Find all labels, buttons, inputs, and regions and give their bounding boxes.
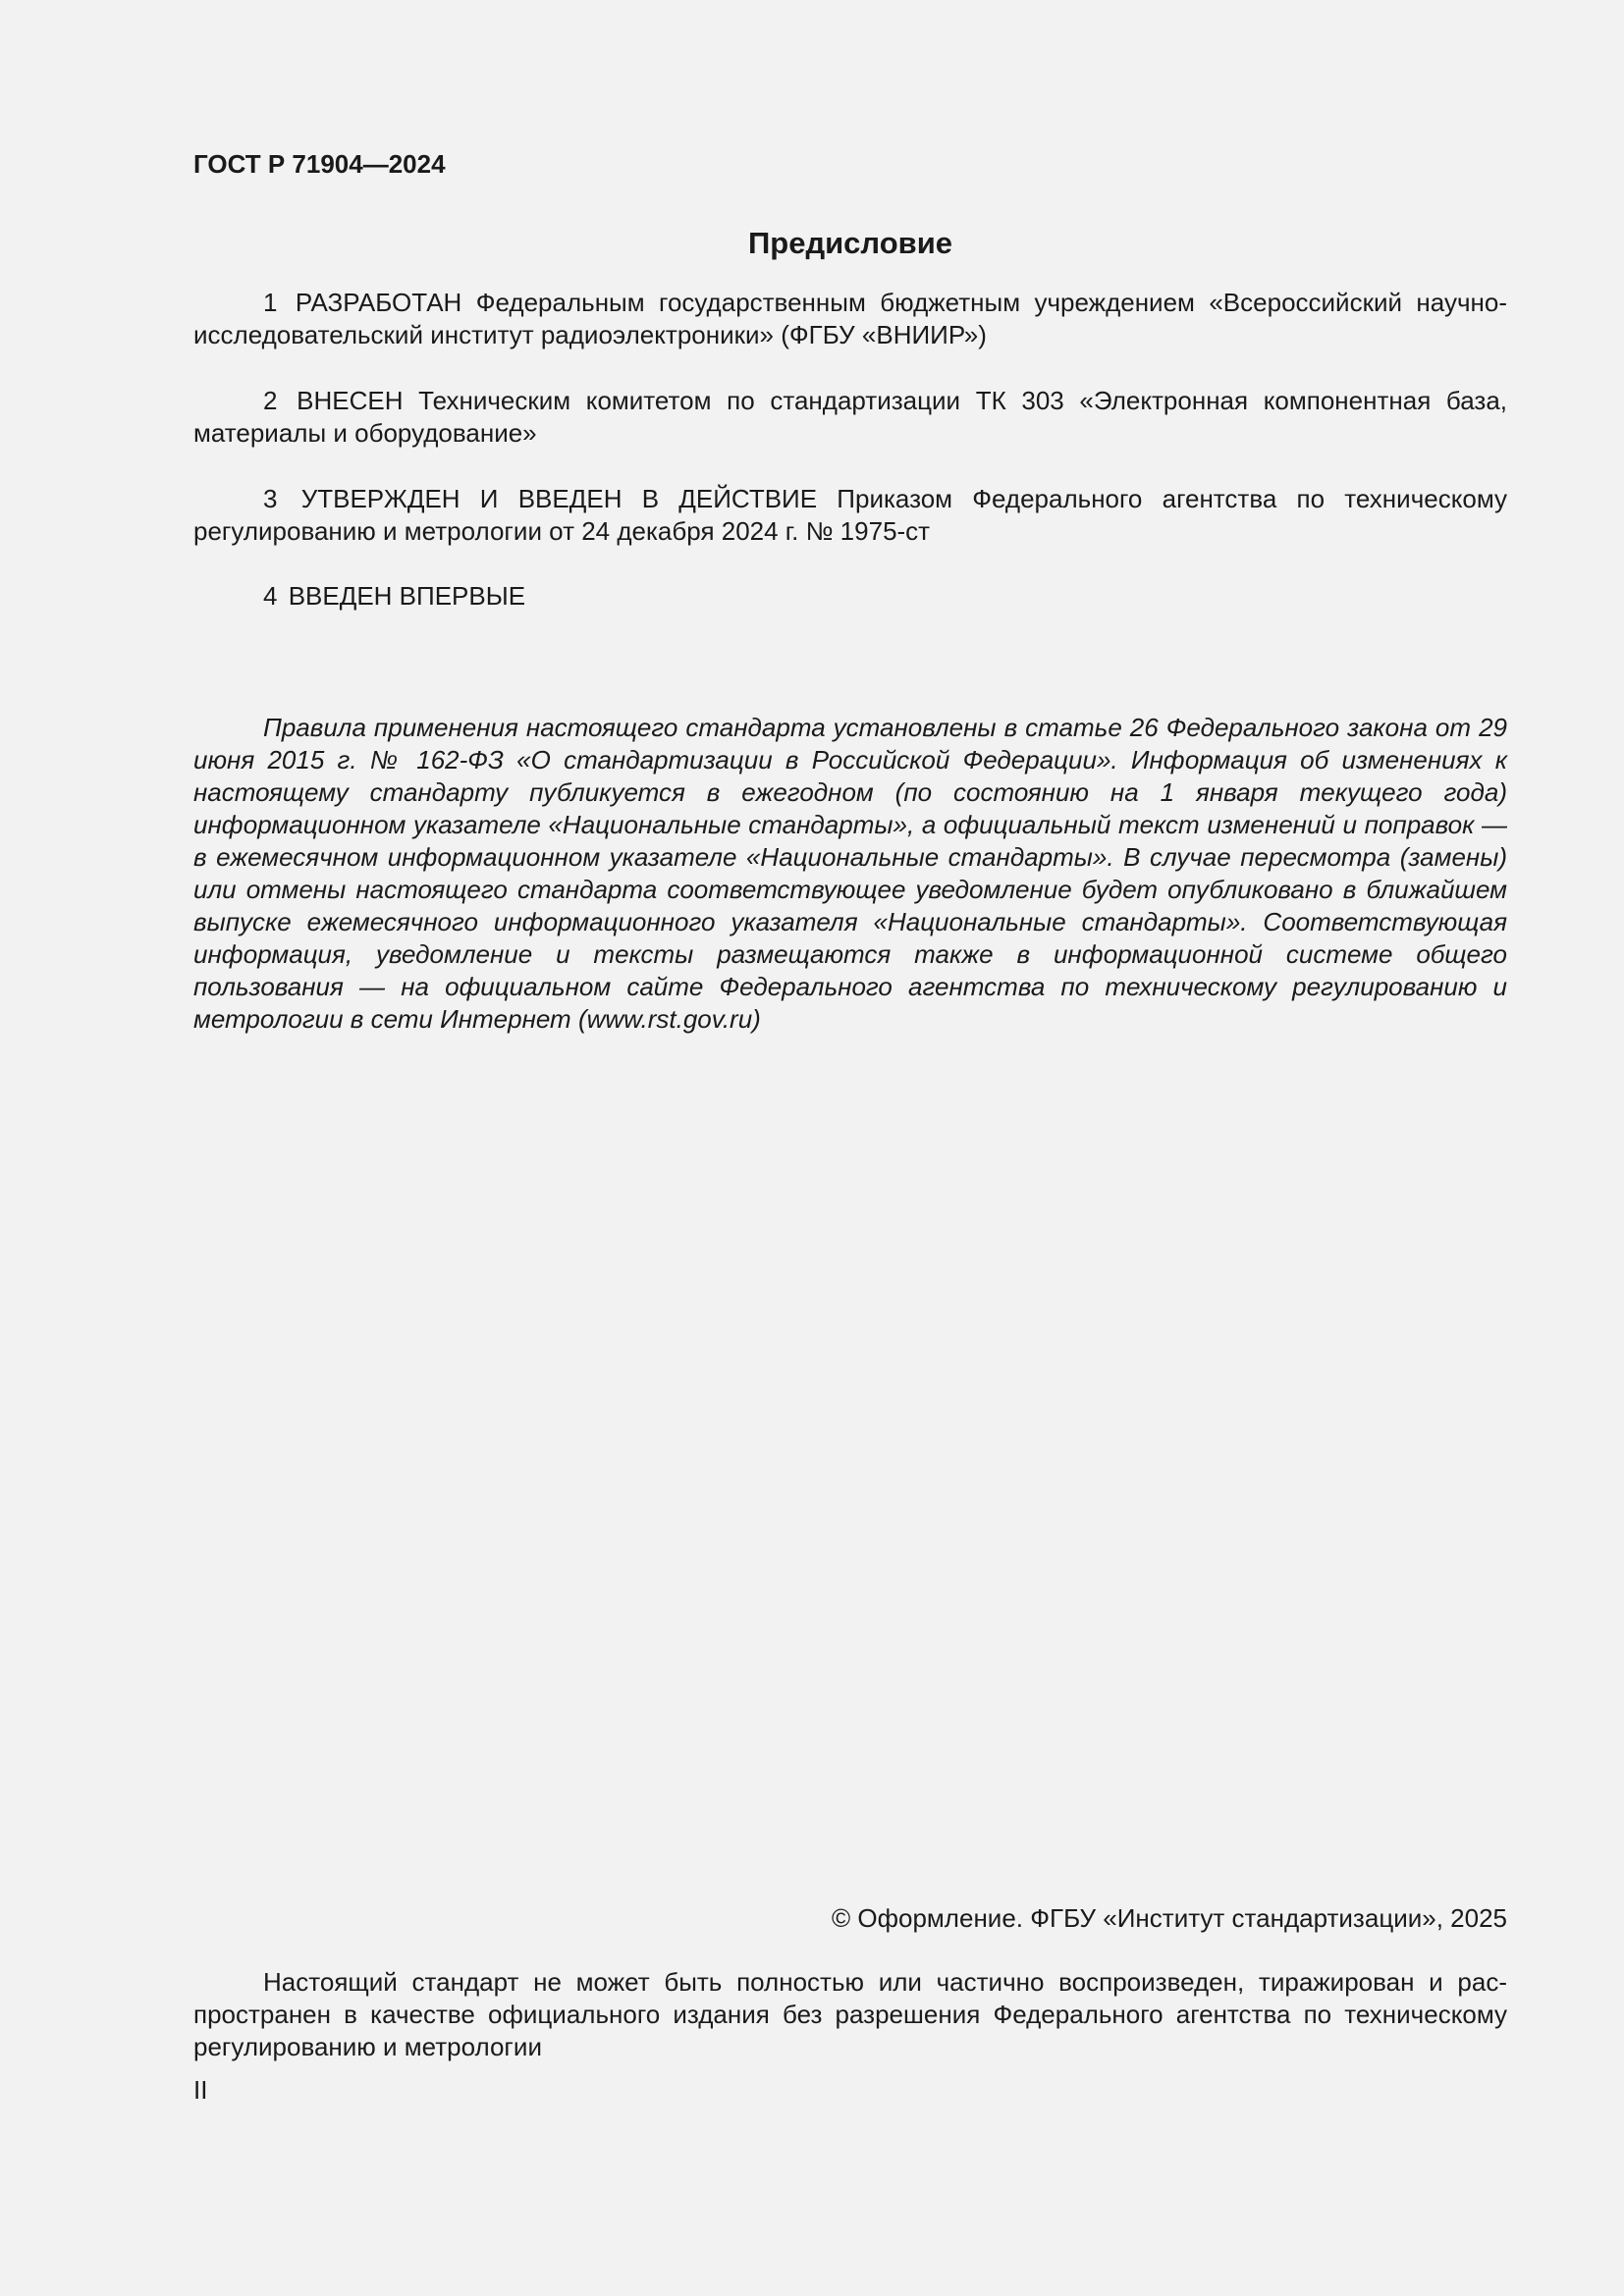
foreword-item-1 <box>193 287 1507 351</box>
page-title: Предисловие <box>747 226 952 260</box>
item-number: 1 <box>263 288 278 317</box>
item-text: РАЗРАБОТАН Федеральным государственным бюджетным учреждением «Всероссийский научно-исследовательский институт радиоэлектроники» (ФГБУ «ВНИИР») <box>193 288 1507 349</box>
copyright-line: © Оформление. ФГБУ «Институт стандартизации», 2025 <box>832 1903 1507 1933</box>
item-text: УТВЕРЖДЕН И ВВЕДЕН В ДЕЙСТВИЕ Приказом Федерального агентства по техническому регулированию и метрологии от 24 декабря 2024 г. № 1975-ст <box>193 484 1507 546</box>
document-id: ГОСТ Р 71904—2024 <box>193 149 446 179</box>
item-text: ВНЕСЕН Техническим комитетом по стандартизации ТК 303 «Электронная компонентная база, материалы и оборудование» <box>193 386 1508 448</box>
item-number: 2 <box>263 386 278 415</box>
item-number: 4 <box>263 581 278 611</box>
foreword-item-2 <box>193 385 1507 450</box>
application-rules-note: Правила применения настоящего стандарта установлены в статье 26 Федерального закона от 29 июня 2015 г. № 162-ФЗ «О стандартизации в Российской Федерации». Информация об изменениях к настоящему стандарту публикуется в ежегодном (по состоянию на 1 января текущего года) информационном указателе «Национальные стандарты», а официальный текст изменений и поправок — в ежемесячном информационном указателе «Национальные стандарты». В случае пересмотра (замены) или отмены настоящего стандарта соответствующее уведомление будет опубликовано в ближайшем выпуске ежемесячного информационного указателя «Национальные стандарты». Соответствующая информация, уведомление и тексты размещаются также в информационной системе общего пользования — на официальном сайте Федерального агентства по техническому регулированию и метрологии в сети Интернет (www.rst.gov.ru) <box>193 713 1507 1034</box>
reproduction-notice: Настоящий стандарт не может быть полностью или частично воспроизведен, тиражирован и распространен в качестве официального издания без разрешения Федерального агентства по техническому регулированию и метрологии <box>193 1967 1507 2061</box>
page-number: II <box>193 2075 208 2105</box>
item-text: ВВЕДЕН ВПЕРВЫЕ <box>288 581 526 611</box>
item-number: 3 <box>263 484 278 513</box>
foreword-item-4 <box>193 580 1507 613</box>
foreword-item-3 <box>193 483 1507 548</box>
